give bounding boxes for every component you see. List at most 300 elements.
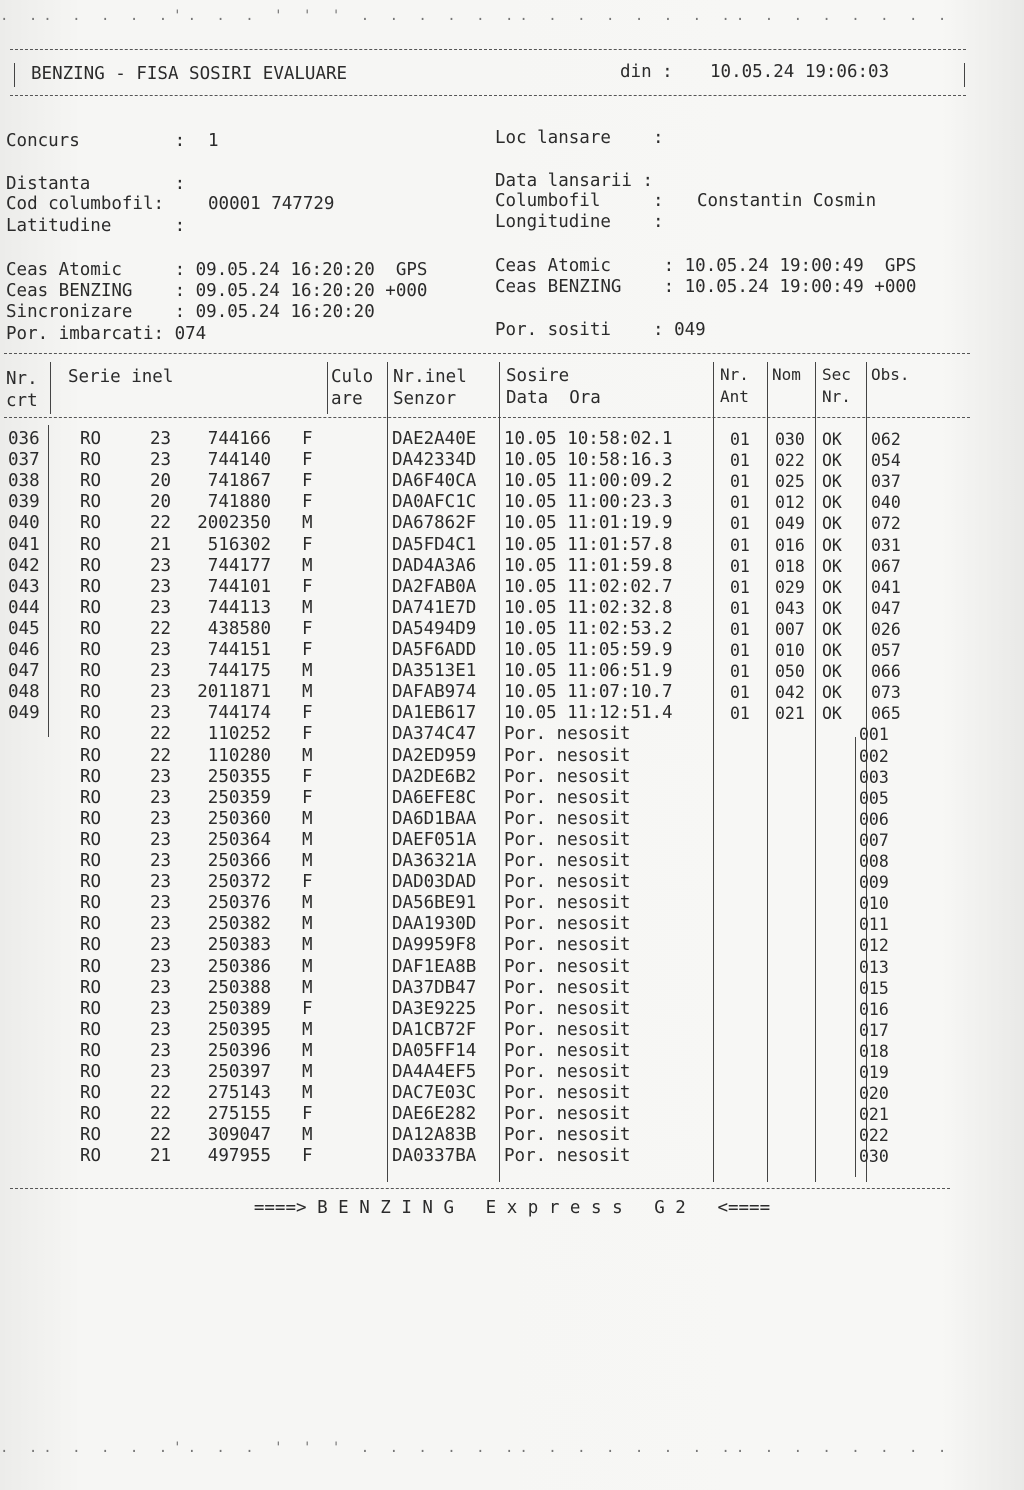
- cell-senzor: DA42334D: [392, 450, 477, 471]
- cell-ant: 01: [730, 493, 750, 513]
- cell-sex: M: [302, 893, 313, 914]
- columbofil-value: Constantin Cosmin: [697, 191, 877, 211]
- cell-senzor: DA6D1BAA: [392, 808, 477, 829]
- cell-an: 23: [150, 576, 172, 597]
- cell-sosire: 10.05 11:01:59.8: [504, 555, 673, 576]
- cell-sosire: Por. nesosit: [504, 1062, 631, 1082]
- footer-benzing-express: ====> B E N Z I N G E x p r e s s G 2 <====: [253, 1198, 771, 1218]
- cell-sosire: Por. nesosit: [504, 956, 631, 977]
- cell-obs: 020: [859, 1084, 889, 1104]
- cell-crt: 043: [8, 576, 40, 597]
- cell-nr: 250364: [207, 829, 271, 850]
- cell-nr: 744151: [207, 640, 271, 660]
- th-culoare-1: Culo: [331, 367, 374, 387]
- cell-crt: 047: [8, 661, 40, 682]
- cell-tara: RO: [80, 872, 102, 893]
- cell-ant: 01: [730, 451, 750, 471]
- col-line-serie: [327, 362, 328, 414]
- cell-obs: 040: [871, 493, 901, 513]
- cell-tara: RO: [80, 766, 102, 787]
- cell-sosire: 10.05 10:58:02.1: [504, 429, 673, 449]
- cell-an: 22: [150, 1083, 172, 1104]
- cell-sex: M: [302, 513, 313, 534]
- cell-sex: F: [302, 429, 313, 449]
- cell-obs: 062: [871, 430, 901, 449]
- cell-nom: 016: [775, 535, 805, 555]
- cell-nr: 744113: [207, 597, 271, 618]
- cell-obs: 001: [859, 725, 889, 745]
- cell-tara: RO: [80, 787, 102, 808]
- cell-sex: F: [302, 534, 313, 555]
- cell-ant: 01: [730, 556, 750, 576]
- th-nr-inel: Nr.inel: [393, 367, 467, 387]
- cell-senzor: DAEF051A: [392, 829, 477, 850]
- cell-sec: OK: [822, 619, 842, 639]
- cell-sosire: 10.05 11:02:53.2: [504, 618, 673, 639]
- th-sec-nr: Nr.: [822, 387, 851, 406]
- cell-ant: 01: [730, 472, 750, 492]
- ceas-atomic-left: Ceas Atomic : 09.05.24 16:20:20 GPS: [6, 260, 428, 280]
- cell-sex: M: [302, 661, 313, 682]
- cell-an: 23: [150, 977, 172, 998]
- col-line-obs-body: [855, 737, 856, 1177]
- cod-columbofil-value: 00001 747729: [208, 194, 335, 214]
- cell-sosire: Por. nesosit: [504, 872, 631, 893]
- cell-nr: 250389: [207, 998, 271, 1019]
- cell-senzor: DA67862F: [392, 513, 477, 534]
- cell-senzor: DAD4A3A6: [392, 555, 477, 576]
- cell-an: 23: [150, 1040, 172, 1061]
- cell-senzor: DAC7E03C: [392, 1083, 477, 1104]
- cell-an: 23: [150, 640, 172, 660]
- cell-sosire: Por. nesosit: [504, 893, 631, 914]
- report-date-label: din :: [620, 62, 673, 82]
- cell-nr: 744175: [207, 661, 271, 682]
- col-line-crt: [50, 362, 51, 414]
- cell-tara: RO: [80, 682, 102, 703]
- cell-tara: RO: [80, 1019, 102, 1040]
- header-top-rule: [10, 49, 966, 50]
- columbofil-label: Columbofil :: [495, 191, 664, 211]
- cell-obs: 072: [871, 514, 901, 534]
- cell-senzor: DA12A83B: [392, 1125, 477, 1146]
- cell-sosire: 10.05 11:06:51.9: [504, 661, 673, 682]
- cell-nr: 250376: [207, 893, 271, 914]
- cell-an: 23: [150, 893, 172, 914]
- cell-sec: OK: [822, 577, 842, 597]
- cell-nom: 050: [775, 662, 805, 682]
- cell-obs: 030: [859, 1147, 889, 1167]
- cell-sec: OK: [822, 598, 842, 618]
- cell-tara: RO: [80, 851, 102, 871]
- cell-tara: RO: [80, 1040, 102, 1061]
- cell-an: 22: [150, 513, 172, 534]
- report-date: 10.05.24 19:06:03: [710, 62, 890, 82]
- cell-nr: 250355: [207, 766, 271, 787]
- cell-sex: M: [302, 808, 313, 829]
- cell-crt: 039: [8, 492, 40, 513]
- cell-sex: F: [302, 787, 313, 808]
- cell-nom: 018: [775, 556, 805, 576]
- cell-tara: RO: [80, 893, 102, 914]
- cell-nom: 043: [775, 598, 805, 618]
- cell-sec: OK: [822, 641, 842, 660]
- cell-tara: RO: [80, 914, 102, 935]
- cell-sex: M: [302, 1125, 313, 1146]
- cell-crt: 048: [8, 682, 40, 703]
- header-bottom-rule: [10, 95, 966, 96]
- cell-nr: 250366: [207, 851, 271, 871]
- th-nom: Nom: [772, 365, 801, 384]
- cell-tara: RO: [80, 450, 102, 471]
- cell-tara: RO: [80, 808, 102, 829]
- cell-an: 23: [150, 766, 172, 787]
- cell-nr: 275155: [207, 1104, 271, 1125]
- cell-senzor: DA5FD4C1: [392, 534, 477, 555]
- cell-crt: 044: [8, 597, 40, 618]
- cell-senzor: DA05FF14: [392, 1040, 477, 1061]
- cell-senzor: DA5494D9: [392, 618, 477, 639]
- cell-sec: OK: [822, 514, 842, 534]
- th-culoare-2: are: [331, 389, 363, 409]
- cell-nr: 250388: [207, 977, 271, 998]
- cell-sec: OK: [822, 430, 842, 449]
- cell-nom: 022: [775, 451, 805, 471]
- cell-tara: RO: [80, 935, 102, 956]
- cell-sex: M: [302, 956, 313, 977]
- cell-senzor: DA6EFE8C: [392, 787, 477, 808]
- th-senzor: Senzor: [393, 389, 457, 409]
- cell-an: 23: [150, 555, 172, 576]
- cell-nr: 309047: [207, 1125, 271, 1146]
- table-bottom-rule: [10, 1188, 950, 1189]
- cell-tara: RO: [80, 576, 102, 597]
- cell-obs: 006: [859, 809, 889, 829]
- cell-crt: 040: [8, 513, 40, 534]
- cell-obs: 073: [871, 683, 901, 703]
- cell-obs: 003: [859, 767, 889, 787]
- cell-senzor: DAFAB974: [392, 682, 477, 703]
- cell-an: 23: [150, 450, 172, 471]
- cell-ant: 01: [730, 598, 750, 618]
- cell-senzor: DA5F6ADD: [392, 640, 477, 660]
- cell-tara: RO: [80, 1083, 102, 1104]
- cell-sec: OK: [822, 662, 842, 682]
- cell-obs: 054: [871, 451, 901, 471]
- cell-sex: F: [302, 576, 313, 597]
- ceas-atomic-right: Ceas Atomic : 10.05.24 19:00:49 GPS: [495, 256, 917, 276]
- cell-sosire: 10.05 11:00:09.2: [504, 471, 673, 492]
- table-top-rule: [4, 353, 970, 354]
- cell-nr: 2002350: [197, 513, 271, 534]
- cell-obs: 026: [871, 619, 901, 639]
- cell-sec: OK: [822, 472, 842, 492]
- cell-an: 23: [150, 956, 172, 977]
- cell-sec: OK: [822, 493, 842, 513]
- cell-an: 23: [150, 851, 172, 871]
- cell-nr: 744174: [207, 703, 271, 724]
- cell-sosire: Por. nesosit: [504, 935, 631, 956]
- cell-tara: RO: [80, 998, 102, 1019]
- cell-nr: 516302: [207, 534, 271, 555]
- cell-obs: 013: [859, 957, 889, 977]
- th-obs: Obs.: [871, 365, 910, 384]
- cell-sosire: Por. nesosit: [504, 914, 631, 935]
- cell-an: 22: [150, 745, 172, 766]
- cell-obs: 067: [871, 556, 901, 576]
- th-crt: crt: [6, 391, 38, 411]
- cell-obs: 047: [871, 598, 901, 618]
- col-line-ant: [767, 362, 768, 1182]
- cell-nr: 250359: [207, 787, 271, 808]
- cell-sosire: Por. nesosit: [504, 787, 631, 808]
- col-line-crt-body: [48, 425, 49, 737]
- th-nr-ant-2: Ant: [720, 387, 749, 406]
- cell-senzor: DAA1930D: [392, 914, 477, 935]
- cell-nom: 025: [775, 472, 805, 492]
- cell-sex: F: [302, 724, 313, 745]
- cell-senzor: DA3513E1: [392, 661, 477, 682]
- cell-sosire: Por. nesosit: [504, 829, 631, 850]
- th-nr-ant-1: Nr.: [720, 365, 749, 384]
- cell-nr: 110280: [207, 745, 271, 766]
- cell-sosire: Por. nesosit: [504, 1083, 631, 1104]
- cell-senzor: DA3E9225: [392, 998, 477, 1019]
- cell-senzor: DAE2A40E: [392, 429, 477, 449]
- cod-columbofil-label: Cod columbofil:: [6, 194, 165, 214]
- cell-tara: RO: [80, 618, 102, 639]
- cell-nr: 250386: [207, 956, 271, 977]
- cell-senzor: DA2ED959: [392, 745, 477, 766]
- cell-sosire: 10.05 10:58:16.3: [504, 450, 673, 471]
- cell-ant: 01: [730, 704, 750, 724]
- table-header-rule: [4, 417, 970, 418]
- col-line-culoare: [387, 362, 388, 1182]
- cell-tara: RO: [80, 513, 102, 534]
- cell-senzor: DA374C47: [392, 724, 477, 745]
- cell-an: 22: [150, 1125, 172, 1146]
- col-line-senzor: [499, 362, 500, 1182]
- cell-nr: 2011871: [197, 682, 271, 703]
- cell-senzor: DA9959F8: [392, 935, 477, 956]
- cell-ant: 01: [730, 430, 750, 449]
- cell-ant: 01: [730, 577, 750, 597]
- distanta-label: Distanta :: [6, 174, 186, 194]
- cell-sex: M: [302, 935, 313, 956]
- cell-obs: 031: [871, 535, 901, 555]
- cell-an: 20: [150, 471, 172, 492]
- cell-tara: RO: [80, 534, 102, 555]
- cell-an: 20: [150, 492, 172, 513]
- cell-sosire: Por. nesosit: [504, 766, 631, 787]
- cell-ant: 01: [730, 641, 750, 660]
- cell-nr: 744177: [207, 555, 271, 576]
- cell-an: 23: [150, 597, 172, 618]
- cell-ant: 01: [730, 535, 750, 555]
- cell-nr: 744140: [207, 450, 271, 471]
- por-imbarcati: Por. imbarcati: 074: [6, 324, 207, 344]
- cell-crt: 045: [8, 618, 40, 639]
- concurs-value: 1: [208, 131, 219, 151]
- cell-sex: F: [302, 998, 313, 1019]
- cell-nr: 110252: [207, 724, 271, 745]
- concurs-label: Concurs :: [6, 131, 186, 151]
- cell-nr: 250382: [207, 914, 271, 935]
- cell-sosire: Por. nesosit: [504, 724, 631, 745]
- cell-sex: F: [302, 1146, 313, 1167]
- cell-nr: 744166: [207, 429, 271, 449]
- cell-sosire: 10.05 11:01:57.8: [504, 534, 673, 555]
- cell-an: 23: [150, 808, 172, 829]
- perforation-top: . .. . . . .'. . . ' ' ' . . . . . .. . . . . . . .. . . . . . . .: [0, 8, 953, 24]
- cell-senzor: DA0337BA: [392, 1146, 477, 1167]
- cell-tara: RO: [80, 597, 102, 618]
- cell-sex: M: [302, 914, 313, 935]
- perforation-bottom: . .. . . . .'. . . ' ' ' . . . . . .. . . . . . . .. . . . . . . .: [0, 1440, 953, 1456]
- cell-sec: OK: [822, 704, 842, 724]
- cell-senzor: DA4A4EF5: [392, 1062, 477, 1082]
- cell-nr: 741867: [207, 471, 271, 492]
- cell-an: 23: [150, 682, 172, 703]
- cell-tara: RO: [80, 429, 102, 449]
- cell-sex: F: [302, 640, 313, 660]
- cell-crt: 038: [8, 471, 40, 492]
- cell-an: 23: [150, 661, 172, 682]
- cell-senzor: DA741E7D: [392, 597, 477, 618]
- cell-obs: 010: [859, 894, 889, 914]
- cell-sex: M: [302, 555, 313, 576]
- cell-nom: 021: [775, 704, 805, 724]
- cell-an: 22: [150, 724, 172, 745]
- cell-obs: 015: [859, 978, 889, 998]
- cell-sex: F: [302, 492, 313, 513]
- cell-senzor: DA0AFC1C: [392, 492, 477, 513]
- cell-sosire: 10.05 11:00:23.3: [504, 492, 673, 513]
- cell-an: 23: [150, 872, 172, 893]
- cell-an: 23: [150, 429, 172, 449]
- cell-tara: RO: [80, 1125, 102, 1146]
- cell-senzor: DA36321A: [392, 851, 477, 871]
- cell-crt: 046: [8, 640, 40, 660]
- cell-senzor: DA1EB617: [392, 703, 477, 724]
- cell-senzor: DA37DB47: [392, 977, 477, 998]
- cell-sex: M: [302, 977, 313, 998]
- cell-an: 23: [150, 703, 172, 724]
- cell-sosire: 10.05 11:07:10.7: [504, 682, 673, 703]
- cell-senzor: DA2FAB0A: [392, 576, 477, 597]
- cell-tara: RO: [80, 724, 102, 745]
- cell-nr: 275143: [207, 1083, 271, 1104]
- cell-sosire: 10.05 11:12:51.4: [504, 703, 673, 724]
- cell-sosire: Por. nesosit: [504, 851, 631, 871]
- col-line-sosire: [713, 362, 714, 1182]
- cell-sosire: 10.05 11:02:32.8: [504, 597, 673, 618]
- cell-nr: 497955: [207, 1146, 271, 1167]
- cell-obs: 002: [859, 746, 889, 766]
- cell-an: 21: [150, 1146, 172, 1167]
- col-line-nom: [815, 362, 816, 1182]
- cell-obs: 037: [871, 472, 901, 492]
- header-left-bar: [14, 63, 15, 87]
- report-title: BENZING - FISA SOSIRI EVALUARE: [31, 64, 348, 84]
- th-nr: Nr.: [6, 369, 38, 389]
- cell-sex: M: [302, 597, 313, 618]
- th-sec: Sec: [822, 365, 851, 384]
- cell-obs: 007: [859, 830, 889, 850]
- cell-tara: RO: [80, 1146, 102, 1167]
- cell-sec: OK: [822, 683, 842, 703]
- cell-an: 23: [150, 1019, 172, 1040]
- cell-crt: 041: [8, 534, 40, 555]
- cell-sex: F: [302, 872, 313, 893]
- cell-nr: 744101: [207, 576, 271, 597]
- cell-nr: 250396: [207, 1040, 271, 1061]
- ceas-benzing-left: Ceas BENZING : 09.05.24 16:20:20 +000: [6, 281, 428, 301]
- cell-sosire: 10.05 11:05:59.9: [504, 640, 673, 660]
- cell-obs: 021: [859, 1105, 889, 1125]
- cell-sosire: 10.05 11:02:02.7: [504, 576, 673, 597]
- cell-an: 21: [150, 534, 172, 555]
- cell-ant: 01: [730, 619, 750, 639]
- cell-ant: 01: [730, 514, 750, 534]
- cell-nom: 042: [775, 683, 805, 703]
- cell-sex: F: [302, 1104, 313, 1125]
- cell-an: 22: [150, 618, 172, 639]
- cell-crt: 049: [8, 703, 40, 724]
- header-right-bar: [964, 63, 965, 87]
- cell-sosire: Por. nesosit: [504, 1125, 631, 1146]
- cell-sosire: 10.05 11:01:19.9: [504, 513, 673, 534]
- cell-senzor: DAD03DAD: [392, 872, 477, 893]
- th-sosire: Sosire: [506, 366, 570, 386]
- cell-an: 23: [150, 914, 172, 935]
- cell-sosire: Por. nesosit: [504, 745, 631, 766]
- cell-nr: 438580: [207, 618, 271, 639]
- cell-obs: 017: [859, 1020, 889, 1040]
- cell-obs: 019: [859, 1063, 889, 1082]
- loc-lansare-label: Loc lansare :: [495, 128, 664, 148]
- cell-tara: RO: [80, 661, 102, 682]
- cell-tara: RO: [80, 1062, 102, 1082]
- cell-nom: 049: [775, 514, 805, 534]
- sincronizare: Sincronizare : 09.05.24 16:20:20: [6, 302, 375, 322]
- cell-tara: RO: [80, 956, 102, 977]
- cell-crt: 042: [8, 555, 40, 576]
- data-lansarii-label: Data lansarii :: [495, 171, 654, 191]
- cell-sosire: Por. nesosit: [504, 1040, 631, 1061]
- cell-an: 22: [150, 1104, 172, 1125]
- latitudine-label: Latitudine :: [6, 216, 186, 236]
- cell-tara: RO: [80, 829, 102, 850]
- cell-sex: M: [302, 1083, 313, 1104]
- cell-obs: 065: [871, 704, 901, 724]
- cell-sex: F: [302, 766, 313, 787]
- cell-tara: RO: [80, 640, 102, 660]
- cell-an: 23: [150, 1062, 172, 1082]
- cell-tara: RO: [80, 745, 102, 766]
- cell-sex: F: [302, 450, 313, 471]
- cell-nr: 250360: [207, 808, 271, 829]
- cell-obs: 016: [859, 999, 889, 1019]
- cell-sex: M: [302, 1062, 313, 1082]
- cell-nom: 029: [775, 577, 805, 597]
- cell-an: 23: [150, 787, 172, 808]
- cell-obs: 066: [871, 662, 901, 682]
- th-serie-inel: Serie inel: [68, 367, 174, 387]
- cell-obs: 022: [859, 1126, 889, 1146]
- cell-an: 23: [150, 998, 172, 1019]
- cell-nom: 007: [775, 619, 805, 639]
